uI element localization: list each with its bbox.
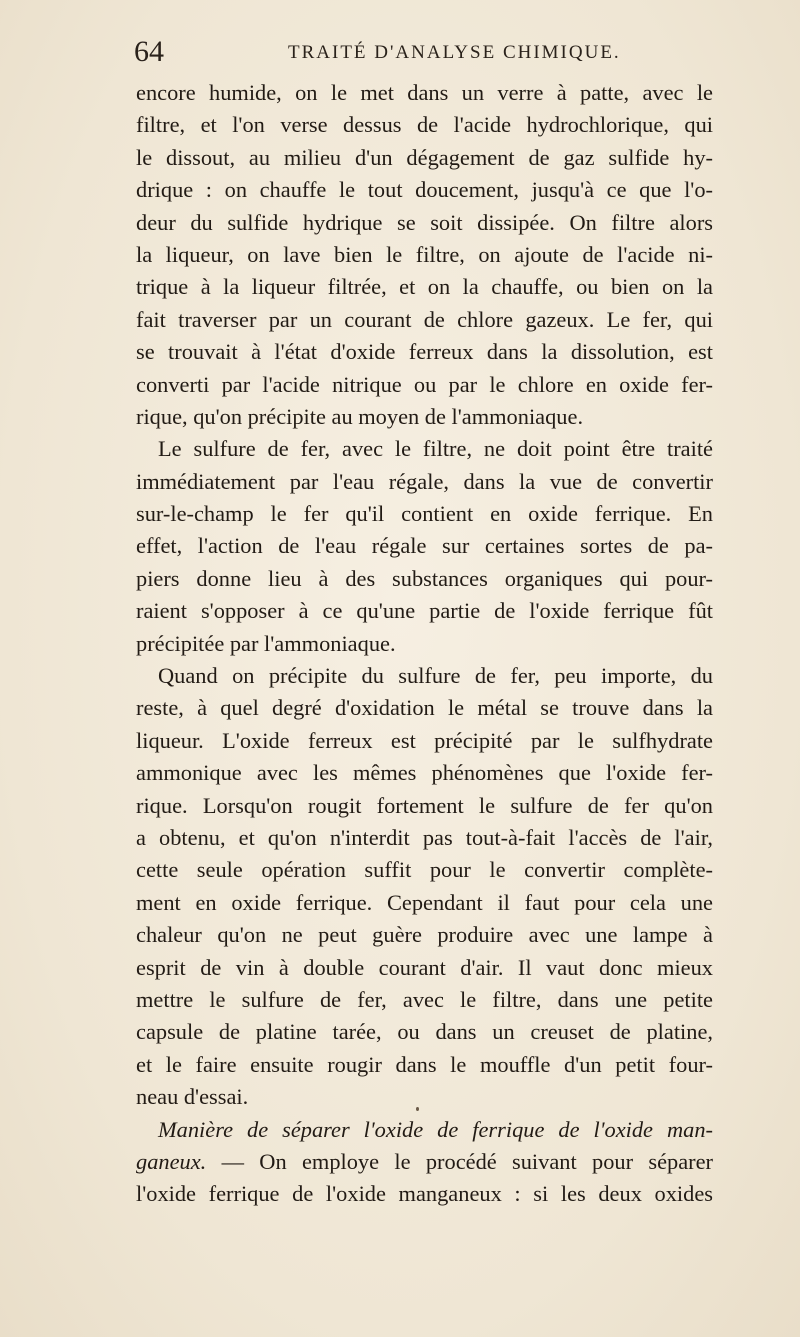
- text-line: liqueur. L'oxide ferreux est précipité par le sulfhydrate: [136, 727, 713, 753]
- text-line: esprit de vin à double courant d'air. Il vaut donc mieux: [136, 954, 713, 980]
- text-line: le dissout, au milieu d'un dégagement de gaz sulfide hy-: [136, 144, 713, 170]
- text-line: sur-le-champ le fer qu'il contient en oxide ferrique. En: [136, 501, 713, 527]
- text-line: capsule de platine tarée, ou dans un creuset de platine,: [136, 1019, 713, 1045]
- section-heading-line: [136, 1146, 713, 1178]
- text-line: l'oxide ferrique de l'oxide manganeux : si les deux oxides: [136, 1181, 713, 1207]
- text-line: converti par l'acide nitrique ou par le chlore en oxide fer-: [136, 371, 713, 397]
- text-line: trique à la liqueur filtrée, et on la chauffe, ou bien on la: [136, 274, 713, 300]
- text-line: Quand on précipite du sulfure de fer, peu importe, du: [158, 663, 713, 689]
- text-line: filtre, et l'on verse dessus de l'acide hydrochlorique, qui: [136, 112, 713, 138]
- text-line: et le faire ensuite rougir dans le mouffle d'un petit four-: [136, 1051, 713, 1077]
- text-line: a obtenu, et qu'on n'interdit pas tout-à-fait l'accès de l'air,: [136, 824, 713, 850]
- text-line: neau d'essai.: [136, 1084, 249, 1110]
- text-line: immédiatement par l'eau régale, dans la vue de convertir: [136, 468, 713, 494]
- text-line: la liqueur, on lave bien le filtre, on ajoute de l'acide ni-: [136, 241, 713, 267]
- text-line: drique : on chauffe le tout doucement, jusqu'à ce que l'o-: [136, 177, 713, 203]
- section-heading-line: [136, 1114, 713, 1146]
- text-line: deur du sulfide hydrique se soit dissipée. On filtre alors: [136, 209, 713, 235]
- text-line: chaleur qu'on ne peut guère produire avec une lampe à: [136, 922, 713, 948]
- text-line: encore humide, on le met dans un verre à patte, avec le: [136, 80, 713, 105]
- section-heading-italic: Manière de séparer l'oxide de ferrique de l'oxide man-: [158, 1116, 713, 1142]
- text-line: se trouvait à l'état d'oxide ferreux dans la dissolution, est: [136, 339, 713, 365]
- text-line: rique, qu'on précipite au moyen de l'ammoniaque.: [136, 403, 584, 429]
- text-line: précipitée par l'ammoniaque.: [136, 630, 396, 656]
- text-line: fait traverser par un courant de chlore gazeux. Le fer, qui: [136, 306, 713, 332]
- text-line: ammonique avec les mêmes phénomènes que l'oxide fer-: [136, 760, 713, 786]
- body-text: [136, 77, 713, 1211]
- section-heading-italic: ganeux.: [136, 1148, 207, 1174]
- text-line: cette seule opération suffit pour le convertir complète-: [136, 857, 713, 883]
- section-heading-rest: — On employe le procédé suivant pour séparer: [206, 1148, 713, 1174]
- text-line: Le sulfure de fer, avec le filtre, ne doit point être traité: [158, 436, 713, 462]
- text-line: raient s'opposer à ce qu'une partie de l'oxide ferrique fût: [136, 598, 713, 624]
- text-line: reste, à quel degré d'oxidation le métal se trouve dans la: [136, 695, 713, 721]
- text-line: ment en oxide ferrique. Cependant il faut pour cela une: [136, 889, 713, 915]
- running-title: TRAITÉ D'ANALYSE CHIMIQUE.: [288, 42, 621, 63]
- text-line: effet, l'action de l'eau régale sur certaines sortes de pa-: [136, 533, 713, 559]
- page-number: 64: [134, 35, 164, 68]
- text-line: rique. Lorsqu'on rougit fortement le sulfure de fer qu'on: [136, 792, 713, 818]
- running-head: [134, 34, 694, 70]
- text-line: mettre le sulfure de fer, avec le filtre, dans une petite: [136, 986, 713, 1012]
- text-line: piers donne lieu à des substances organiques qui pour-: [136, 565, 713, 591]
- printer-mark: [416, 1107, 419, 1111]
